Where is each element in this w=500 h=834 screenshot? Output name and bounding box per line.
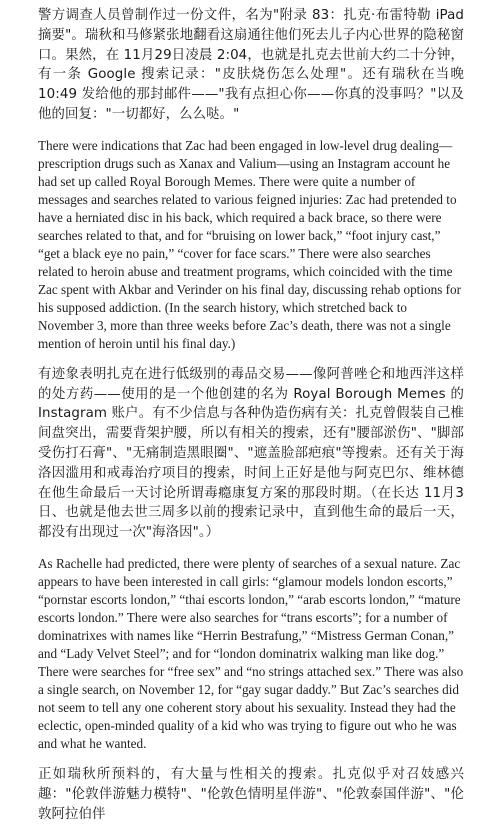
paragraph-english-drugs: There were indications that Zac had been engaged in low-level drug dealing—prescription drugs such as Xanax and Valium—using an Instagram account he had set up called Royal Borough Memes. There were quite a number of messages and searches related to various feigned injuries: Zac had pretended to have a herniated disc in his back, which required a back brace, so there were searches related to that, and for “bruising on lower back,” “foot injury cast,” “get a black eye no pain,” “cover for face scars.” There were also searches related to heroin abuse and treatment programs, which coincided with the time Zac spent with Akbar and Verinder on his final day, discussing rehab options for his supposed addiction. (In the search history, which stretched back to November 3, more than three weeks before Zac’s death, there was not a single mention of heroin until his final day.) [38, 137, 462, 351]
paragraph-chinese-searches: 正如瑞秋所预料的，有大量与性相关的搜索。扎克似乎对召妓感兴趣："伦敦伴游魅力模特"、"伦敦色情明星伴游"、"伦敦泰国伴游"、"伦敦阿拉伯伴 [38, 766, 464, 822]
paragraph-chinese-drugs: 有迹象表明扎克在进行低级别的毒品交易——像阿普唑仑和地西泮这样的处方药——使用的是一个他创建的名为 Royal Borough Memes 的 Instagram 账户。有不少信息与各种伪造伤病有关：扎克曾假装自己椎间盘突出，需要背架护腰，所以有相关的搜索，还有"腰部淤伤"、"脚部受伤打石膏"、"无痛制造黑眼圈"、"遮盖脸部疤痕"等搜索。还有关于海洛因滥用和戒毒治疗项目的搜索，时间上正好是他与阿克巴尔、维林德在他生命最后一天讨论所谓毒瘾康复方案的那段时期。（在长达 11月3日、也就是他去世三周多以前的搜索记录中，直到他生命的最后一天，都没有出现过一次"海洛因"。） [38, 366, 464, 541]
document-page [38, 6, 464, 834]
paragraph-english-searches: As Rachelle had predicted, there were plenty of searches of a sexual nature. Zac appears to have been interested in call girls: “glamour models london escorts,” “pornstar escorts london,” “thai escorts london,” “arab escorts london,” “mature escorts london.” There were also searches for “trans escorts”; for a number of dominatrixes with names like “Herrin Bestrafung,” “Mistress German Conan,” and “Lady Velvet Steel”; and for “london dominatrix walking man like dog.” There were searches for “free sex” and “no strings attached sex.” There was also a single search, on November 12, for “gay sugar daddy.” But Zac’s searches did not seem to tell any one coherent story about his sexuality. Instead they had the eclectic, open-minded quality of a kid who was trying to figure out who he was and what he wanted. [38, 555, 464, 751]
paragraph-chinese-intro: 警方调查人员曾制作过一份文件，名为"附录 83：扎克·布雷特勒 iPad 摘要"。瑞秋和马修紧张地翻看这扇通往他们死去儿子内心世界的隐秘窗口。果然，在 11月29日凌晨 2:04，也就是扎克去世前大约二十分钟，有一条 Google 搜索记录："皮肤烧伤怎么处理"。还有瑞秋在当晚 10:49 发给他的那封邮件——"我有点担心你——你真的没事吗？"以及他的回复："一切都好，么么哒。" [38, 8, 464, 122]
